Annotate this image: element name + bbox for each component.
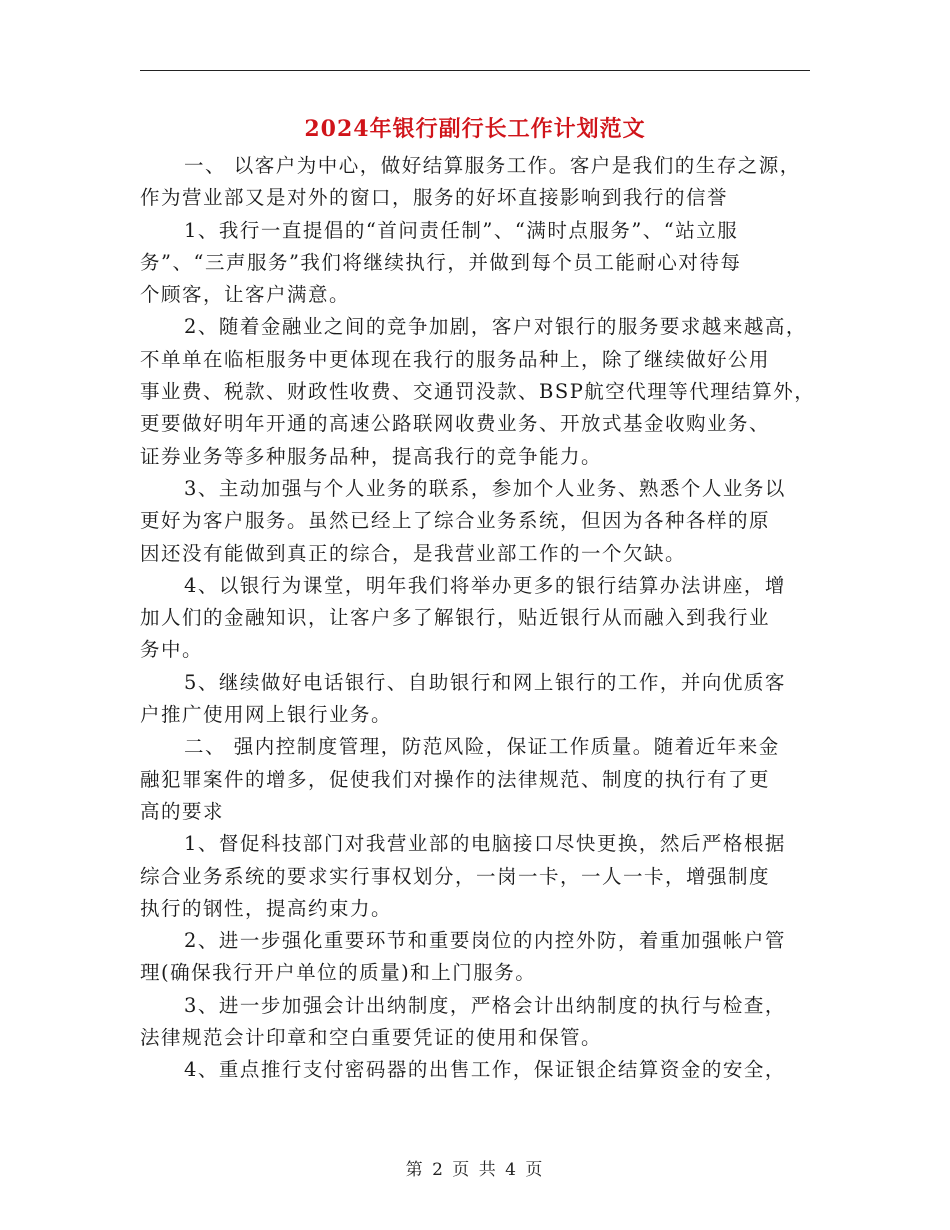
text-line: 高的要求: [140, 799, 225, 823]
text-line: 不单单在临柜服务中更体现在我行的服务品种上，除了继续做好公用: [140, 347, 771, 371]
text-line: 执行的钢性，提高约束力。: [140, 896, 393, 920]
text-line: 更要做好明年开通的高速公路联网收费业务、开放式基金收购业务、: [140, 412, 771, 436]
text-line: 综合业务系统的要求实行事权划分，一岗一卡，一人一卡，增强制度: [140, 864, 771, 888]
header-rule: [140, 70, 810, 71]
text-line: 务中。: [140, 638, 204, 662]
text-line: 户推广使用网上银行业务。: [140, 703, 393, 727]
document-body: [140, 150, 816, 1087]
text-line: 2、随着金融业之间的竞争加剧，客户对银行的服务要求越来越高，: [184, 315, 807, 339]
text-line: 二、 强内控制度管理，防范风险，保证工作质量。随着近年来金: [184, 735, 780, 759]
text-line: 4、以银行为课堂，明年我们将举办更多的银行结算办法讲座，增: [184, 573, 786, 597]
text-line: 1、督促科技部门对我营业部的电脑接口尽快更换，然后严格根据: [184, 832, 786, 856]
text-line: 3、主动加强与个人业务的联系，参加个人业务、熟悉个人业务以: [184, 476, 786, 500]
text-line: 1、我行一直提倡的“首问责任制”、“满时点服务”、“站立服: [184, 218, 739, 242]
text-line: 理(确保我行开户单位的质量)和上门服务。: [140, 961, 537, 985]
text-line: 个顾客，让客户满意。: [140, 283, 351, 307]
text-line: 证券业务等多种服务品种，提高我行的竞争能力。: [140, 444, 603, 468]
text-line: 务”、“三声服务”我们将继续执行，并做到每个员工能耐心对待每: [140, 250, 742, 274]
text-line: 因还没有能做到真正的综合，是我营业部工作的一个欠缺。: [140, 541, 687, 565]
text-line: 更好为客户服务。虽然已经上了综合业务系统，但因为各种各样的原: [140, 509, 771, 533]
text-line: 法律规范会计印章和空白重要凭证的使用和保管。: [140, 1026, 603, 1050]
text-line: 4、重点推行支付密码器的出售工作，保证银企结算资金的安全，: [184, 1058, 786, 1082]
text-line: 3、进一步加强会计出纳制度，严格会计出纳制度的执行与检查，: [184, 993, 786, 1017]
text-line: 事业费、税款、财政性收费、交通罚没款、BSP航空代理等代理结算外，: [140, 380, 816, 404]
text-line: 加人们的金融知识，让客户多了解银行，贴近银行从而融入到我行业: [140, 606, 771, 630]
text-line: 融犯罪案件的增多，促使我们对操作的法律规范、制度的执行有了更: [140, 767, 771, 791]
text-line: 一、 以客户为中心，做好结算服务工作。客户是我们的生存之源，: [184, 154, 801, 177]
text-line: 作为营业部又是对外的窗口，服务的好坏直接影响到我行的信誉: [140, 186, 729, 210]
text-line: 2、进一步强化重要环节和重要岗位的内控外防，着重加强帐户管: [184, 929, 786, 953]
text-line: 5、继续做好电话银行、自助银行和网上银行的工作，并向优质客: [184, 670, 786, 694]
page-footer: 第 2 页 共 4 页: [405, 1160, 545, 1180]
document-title: 2024年银行副行长工作计划范文: [304, 116, 646, 142]
